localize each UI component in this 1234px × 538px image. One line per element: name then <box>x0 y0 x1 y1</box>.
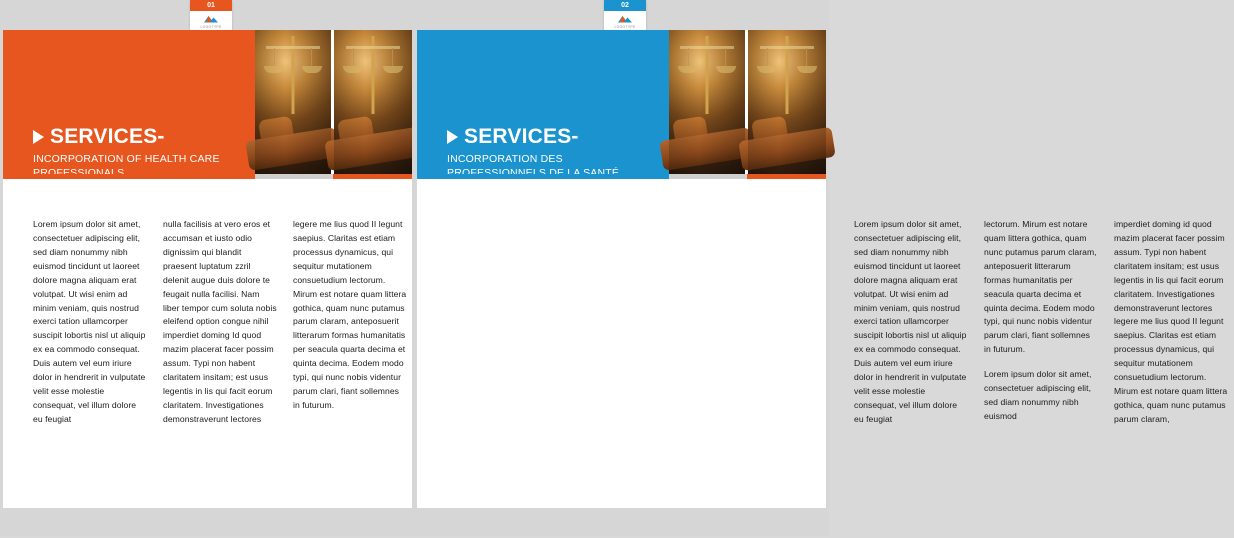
page-tab-02-number: 02 <box>604 0 646 11</box>
paragraph: legere me lius quod II legunt saepius. Claritas est etiam processus dynamicus, qui sequitur mutationem consuetudium lectorum. Mirum est notare quam littera gothica, quam nunc putamus parum claram, anteposuerit litterarum formas humanitatis per seacula quarta decima et quinta decima. Eodem modo typi, qui nunc nobis videntur parum clari, fiant sollemnes in futurum. <box>293 219 407 410</box>
rule-segment <box>417 174 669 179</box>
gavel-closeup-photo <box>748 30 826 174</box>
hero-title-right <box>447 126 662 147</box>
gavel-and-scales-photo <box>669 30 745 174</box>
paragraph: Lorem ipsum dolor sit amet, consectetuer adipiscing elit, sed diam nonummy nibh euismod tincidunt ut laoreet dolore magna aliquam erat volutpat. Ut wisi enim ad minim veniam, quis nostrud exerci tation ullamcorper suscipit lobortis nisl ut aliquip ex ea commodo consequat. Duis autem vel eum iriure dolor in hendrerit in vulputate velit esse molestie consequat, vel illum dolore eu feugiat <box>33 219 146 424</box>
hero-text-left <box>33 126 248 180</box>
page-tab-01-logo-text: LOGOTYPE <box>200 25 222 29</box>
text-column <box>163 218 277 538</box>
rule-segment <box>3 174 255 179</box>
hero-title-text: SERVICES- <box>50 125 165 148</box>
hero-subtitle-left: INCORPORATION OF HEALTH CARE <box>33 153 220 165</box>
spread-gutter <box>412 30 417 536</box>
text-column <box>33 218 147 538</box>
page-tab-01-number: 01 <box>190 0 232 11</box>
mountain-logo-icon <box>203 14 219 24</box>
paragraph: Lorem ipsum dolor sit amet, consectetuer adipiscing elit, sed diam nonummy nibh euismod <box>984 369 1092 421</box>
page-tab-02[interactable] <box>604 0 646 30</box>
body-columns-right <box>854 218 1234 538</box>
text-column <box>984 218 1098 538</box>
gavel-and-scales-photo <box>255 30 331 174</box>
text-column <box>854 218 968 538</box>
page-bottom-margin <box>0 508 829 536</box>
hero-text-right <box>447 126 662 180</box>
paragraph: Lorem ipsum dolor sit amet, consectetuer adipiscing elit, sed diam nonummy nibh euismod tincidunt ut laoreet dolore magna aliquam erat volutpat. Ut wisi enim ad minim veniam, quis nostrud exerci tation ullamcorper suscipit lobortis nisl ut aliquip ex ea commodo consequat. Duis autem vel eum iriure dolor in hendrerit in vulputate velit esse molestie consequat, vel illum dolore eu feugiat <box>854 219 967 424</box>
hero-title-left <box>33 126 248 147</box>
hero-photos-left <box>255 30 412 174</box>
page-tab-02-logo-text: LOGOTYPE <box>614 25 636 29</box>
paragraph: imperdiet doming id quod mazim placerat facer possim assum. Typi non habent claritatem insitam; est usus legentis in lis qui facit eorum claritatem. Investigationes demonstraverunt lectores legere me lius quod II legunt saepius. Claritas est etiam processus dynamicus, qui sequitur mutationem consuetudium lectorum. Mirum est notare quam littera gothica, quam nunc putamus parum claram, <box>1114 219 1228 424</box>
rule-segment <box>747 174 826 179</box>
hero-banner-right <box>417 30 826 174</box>
rule-segment <box>255 174 333 179</box>
hero-photos-right <box>669 30 826 174</box>
text-column <box>293 218 407 538</box>
accent-rule-right <box>417 174 826 179</box>
body-columns-left <box>33 218 413 538</box>
rule-segment <box>669 174 747 179</box>
play-triangle-icon <box>447 130 458 144</box>
mountain-logo-icon <box>617 14 633 24</box>
play-triangle-icon <box>33 130 44 144</box>
accent-rule-left <box>3 174 412 179</box>
page-tab-01[interactable] <box>190 0 232 30</box>
hero-banner-left <box>3 30 412 174</box>
hero-subtitle-right: INCORPORATION DES <box>447 153 563 165</box>
paragraph: lectorum. Mirum est notare quam littera gothica, quam nunc putamus parum claram, anteposuerit litterarum formas humanitatis per seacula quarta decima et quinta decima. Eodem modo typi, qui nunc nobis videntur parum clari, fiant sollemnes in futurum. <box>984 219 1097 355</box>
paragraph: nulla facilisis at vero eros et accumsan et iusto odio dignissim qui blandit praesent luptatum zzril delenit augue duis dolore te feugait nulla facilisi. Nam liber tempor cum soluta nobis eleifend option congue nihil imperdiet doming Id quod mazim placerat facer possim assum. Typi non habent claritatem insitam; est usus legentis in lis qui facit eorum claritatem. Investigationes demonstraverunt lectores <box>163 219 277 424</box>
text-column <box>1114 218 1228 538</box>
spread-left <box>3 30 412 536</box>
hero-title-text: SERVICES- <box>464 125 579 148</box>
spread-right <box>417 30 1228 536</box>
gavel-closeup-photo <box>334 30 412 174</box>
rule-segment <box>333 174 412 179</box>
